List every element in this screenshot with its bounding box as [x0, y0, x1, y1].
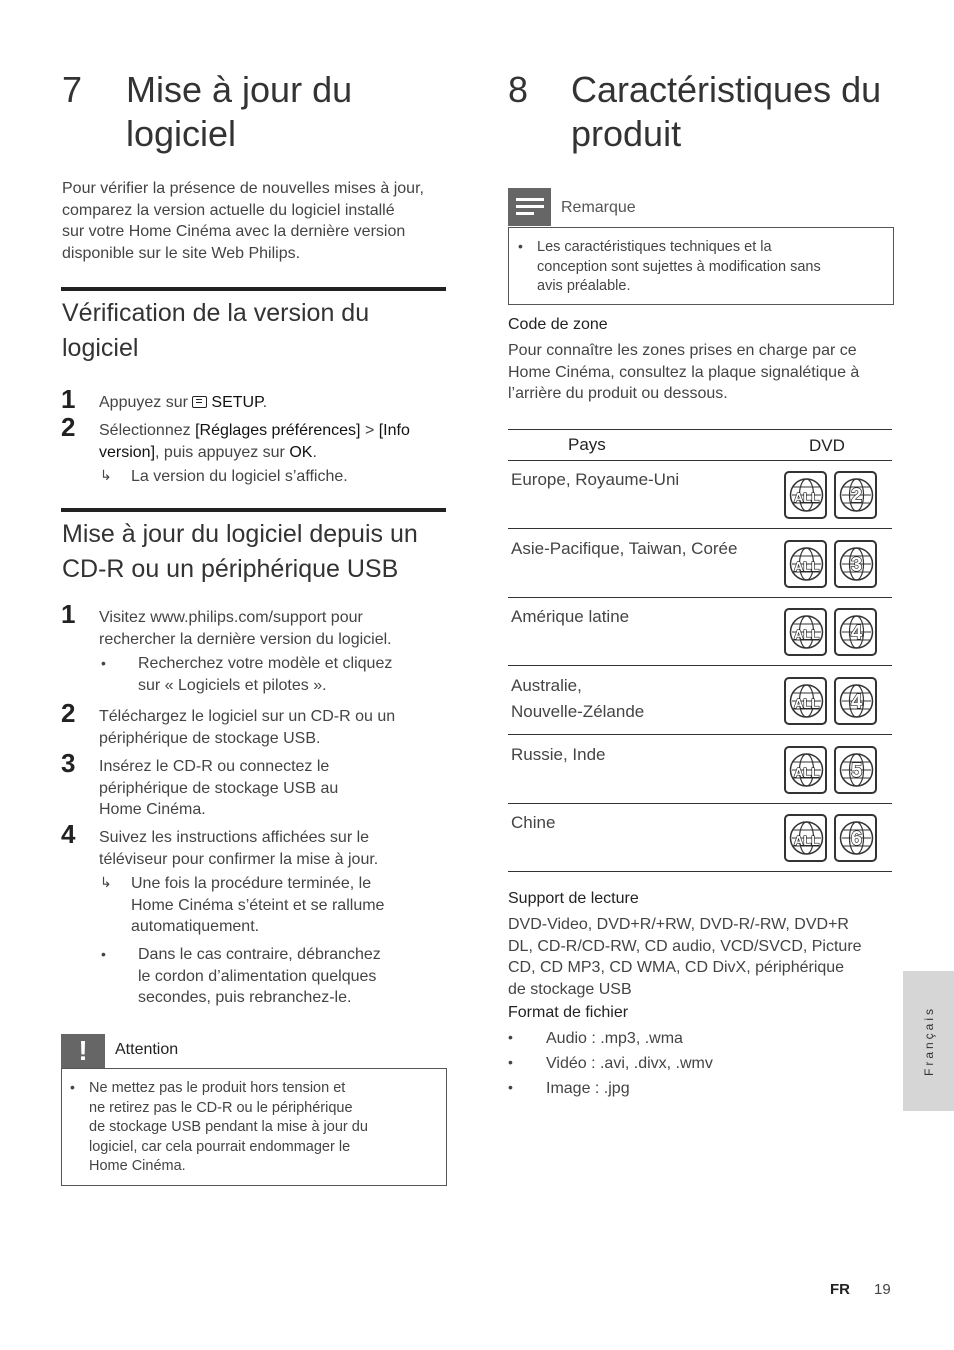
globe-icon: [789, 752, 824, 790]
text-line: de stockage USB pendant la mise à jour du: [89, 1119, 368, 1135]
globe-icon: [789, 820, 824, 858]
text-line: Dans le cas contraire, débranchez: [138, 946, 381, 963]
region-code-badge-label: 2: [850, 485, 863, 507]
region-code-badge: [834, 677, 877, 725]
exclamation-icon: [61, 1034, 105, 1068]
menu-ref: [Info: [378, 422, 410, 439]
format-list: [508, 1028, 888, 1103]
result-arrow-icon: ↳: [100, 467, 112, 483]
country-line: Asie-Pacifique, Taiwan, Corée: [511, 539, 738, 558]
country-line: Amérique latine: [511, 607, 630, 626]
step-text: [99, 706, 449, 749]
text-line: rechercher la dernière version du logiciel.: [99, 630, 392, 648]
list-item: [508, 1053, 888, 1078]
region-code-badge-label: 4: [850, 691, 863, 713]
ok-label: OK: [289, 443, 313, 461]
text-span: >: [360, 422, 379, 439]
table-row: [508, 461, 892, 529]
text-span: .: [312, 443, 317, 461]
format-text: Vidéo : .avi, .divx, .wmv: [546, 1055, 713, 1072]
caution-label: Attention: [115, 1041, 179, 1058]
caution-box: [61, 1068, 447, 1186]
text-line: Home Cinéma.: [89, 1158, 186, 1174]
globe-icon: [789, 546, 824, 584]
text-line: l’arrière du produit ou dessous.: [508, 385, 728, 402]
step-text: [99, 827, 449, 870]
bullet: •: [101, 655, 106, 671]
text-line: téléviseur pour confirmer la mise à jour.: [99, 850, 379, 868]
title-line: Mise à jour du logiciel depuis un: [62, 520, 418, 548]
step-number: 3: [61, 748, 76, 778]
text-line: logiciel, car cela pourrait endommager le: [89, 1138, 351, 1155]
section-title-line: produit: [571, 113, 682, 154]
text-line: Home Cinéma.: [99, 801, 206, 818]
table-rule: [508, 429, 892, 430]
step-number: 1: [61, 599, 76, 629]
region-all-badge-label: ALL: [793, 490, 820, 505]
text-line: Insérez le CD-R ou connectez le: [99, 758, 330, 775]
country-cell: [511, 604, 629, 630]
language-side-tab: [903, 971, 954, 1111]
section-number: 7: [62, 69, 83, 110]
section-title-line: Mise à jour du: [126, 69, 353, 110]
setup-label: SETUP: [211, 394, 263, 411]
region-code-badge-label: 3: [850, 554, 863, 576]
text-line: conception sont sujettes à modification sans: [537, 258, 821, 275]
subsection-title: [62, 296, 452, 366]
text-line: Les caractéristiques techniques et la: [537, 239, 772, 255]
region-all-badge-label: ALL: [793, 833, 820, 848]
text-line: de stockage USB: [508, 980, 632, 998]
region-code-badge: [834, 746, 877, 794]
format-text: Audio : .mp3, .wma: [546, 1030, 683, 1047]
zone-title: Code de zone: [508, 316, 608, 333]
text-line: Pour connaître les zones prises en charge par ce: [508, 342, 857, 359]
globe-icon: [839, 614, 874, 652]
region-code-badge-label: 5: [850, 760, 863, 782]
section-7-title: [62, 68, 442, 156]
region-all-badge-label: ALL: [793, 627, 820, 642]
table-row: [508, 736, 892, 804]
list-item: [508, 1028, 888, 1053]
globe-icon: [839, 477, 874, 515]
country-cell: [511, 536, 737, 562]
result-text: [131, 873, 451, 938]
region-all-badge: [784, 471, 827, 519]
bullet: •: [101, 946, 106, 962]
country-cell: [511, 810, 555, 836]
region-all-badge: [784, 677, 827, 725]
text-line: périphérique de stockage USB.: [99, 729, 321, 747]
region-all-badge: [784, 540, 827, 588]
note-box: [508, 227, 894, 305]
text-line: Pour vérifier la présence de nouvelles mises à jour,: [62, 180, 424, 197]
text-line: Visitez www.philips.com/support pour: [99, 609, 363, 626]
region-all-badge: [784, 814, 827, 862]
country-cell: [511, 467, 679, 493]
globe-icon: [789, 614, 824, 652]
bullet: •: [508, 1029, 513, 1045]
country-line: Australie,: [511, 676, 582, 695]
text-line: sur votre Home Cinéma avec la dernière version: [62, 223, 406, 240]
footer-lang: FR: [830, 1281, 850, 1298]
section-number: 8: [508, 69, 529, 110]
text-span: , puis appuyez sur: [155, 443, 290, 461]
bullet: •: [508, 1079, 513, 1095]
format-title: Format de fichier: [508, 1004, 629, 1021]
support-paragraph: [508, 914, 900, 1000]
globe-icon: [789, 477, 824, 515]
bullet: •: [518, 238, 523, 254]
globe-icon: [839, 683, 874, 721]
section-title-line: logiciel: [126, 113, 237, 154]
text-line: Suivez les instructions affichées sur le: [99, 829, 370, 846]
step-number: 4: [61, 819, 76, 849]
text-line: le cordon d’alimentation quelques: [138, 967, 377, 985]
text-line: Home Cinéma s’éteint et se rallume: [131, 896, 385, 914]
table-rule: [508, 665, 892, 666]
country-line: Europe, Royaume-Uni: [511, 470, 680, 489]
step-number: 2: [61, 698, 76, 728]
text-line: Une fois la procédure terminée, le: [131, 875, 372, 892]
globe-icon: [839, 752, 874, 790]
result-arrow-icon: ↳: [100, 874, 112, 890]
page-number: 19: [874, 1281, 891, 1298]
region-all-badge-label: ALL: [793, 559, 820, 574]
table-row: [508, 667, 892, 735]
region-code-badge: [834, 471, 877, 519]
sub-bullet-text: [138, 944, 448, 1009]
text-line: comparez la version actuelle du logiciel installé: [62, 201, 395, 219]
menu-ref: version]: [99, 443, 156, 461]
step-text: [99, 756, 449, 821]
bullet: •: [70, 1079, 75, 1095]
section-8-title: [508, 68, 898, 156]
text-span: Sélectionnez: [99, 422, 196, 439]
country-line: Russie, Inde: [511, 745, 606, 764]
subsection-title: [62, 517, 452, 587]
table-rule: [508, 528, 892, 529]
text-line: disponible sur le site Web Philips.: [62, 244, 301, 262]
menu-ref: [Réglages préférences]: [195, 422, 361, 439]
intro-paragraph: [62, 178, 452, 264]
setup-icon: [192, 396, 207, 408]
country-line: Nouvelle-Zélande: [511, 702, 645, 721]
region-code-badge: [834, 608, 877, 656]
text-line: sur « Logiciels et pilotes ».: [138, 676, 327, 694]
zone-paragraph: [508, 340, 898, 405]
section-rule: [61, 508, 446, 512]
step-number: 1: [61, 384, 76, 414]
note-text: [537, 238, 887, 297]
table-rule: [508, 871, 892, 872]
title-line: CD-R ou un périphérique USB: [62, 555, 399, 583]
table-row: [508, 530, 892, 598]
region-code-badge: [834, 814, 877, 862]
step-number: 2: [61, 412, 76, 442]
region-all-badge-label: ALL: [793, 696, 820, 711]
caution-text: [89, 1079, 439, 1177]
globe-icon: [839, 820, 874, 858]
text-line: DVD-Video, DVD+R/+RW, DVD-R/-RW, DVD+R: [508, 916, 849, 933]
region-all-badge: [784, 608, 827, 656]
list-item: [508, 1078, 888, 1103]
note-header: [508, 188, 894, 226]
step-text: [99, 607, 449, 650]
table-row: [508, 598, 892, 666]
exclamation-mark: !: [78, 1035, 88, 1066]
text-line: périphérique de stockage USB au: [99, 779, 339, 797]
step-text: [99, 420, 454, 463]
globe-icon: [839, 546, 874, 584]
text-line: secondes, puis rebranchez-le.: [138, 989, 352, 1006]
region-code-badge-label: 6: [850, 828, 863, 850]
caution-header: [61, 1034, 447, 1068]
region-all-badge-label: ALL: [793, 765, 820, 780]
support-title: Support de lecture: [508, 890, 639, 907]
country-cell: [511, 673, 644, 725]
language-label: Français: [921, 1005, 936, 1077]
table-row: [508, 804, 892, 872]
globe-icon: [789, 683, 824, 721]
table-header-dvd: DVD: [809, 436, 845, 455]
text-line: Ne mettez pas le produit hors tension et: [89, 1080, 346, 1096]
note-lines-icon: [508, 188, 551, 226]
table-rule: [508, 734, 892, 735]
text-line: automatiquement.: [131, 918, 260, 935]
country-line: Chine: [511, 813, 556, 832]
bullet: •: [508, 1054, 513, 1070]
text-span: Appuyez sur: [99, 394, 193, 411]
text-line: ne retirez pas le CD-R ou le périphérique: [89, 1099, 353, 1116]
result-text: La version du logiciel s’affiche.: [131, 468, 348, 485]
region-all-badge: [784, 746, 827, 794]
text-line: CD, CD MP3, CD WMA, CD DivX, périphérique: [508, 959, 845, 976]
region-code-badge: [834, 540, 877, 588]
region-code-badge-label: 4: [850, 622, 863, 644]
country-cell: [511, 742, 606, 768]
title-line: Vérification de la version du: [62, 299, 370, 327]
section-rule: [61, 287, 446, 291]
format-text: Image : .jpg: [546, 1080, 630, 1097]
text-line: DL, CD-R/CD-RW, CD audio, VCD/SVCD, Picture: [508, 937, 862, 955]
table-header-country: Pays: [568, 435, 606, 454]
text-line: avis préalable.: [537, 278, 631, 294]
text-span: .: [262, 394, 268, 411]
text-line: Téléchargez le logiciel sur un CD-R ou un: [99, 708, 396, 725]
sub-bullet-text: [138, 653, 448, 696]
note-label: Remarque: [561, 199, 636, 216]
text-line: Home Cinéma, consultez la plaque signalétique à: [508, 363, 860, 381]
text-line: Recherchez votre modèle et cliquez: [138, 655, 393, 672]
step-text: [99, 392, 449, 414]
section-title-line: Caractéristiques du: [571, 69, 882, 110]
title-line: logiciel: [62, 334, 139, 362]
